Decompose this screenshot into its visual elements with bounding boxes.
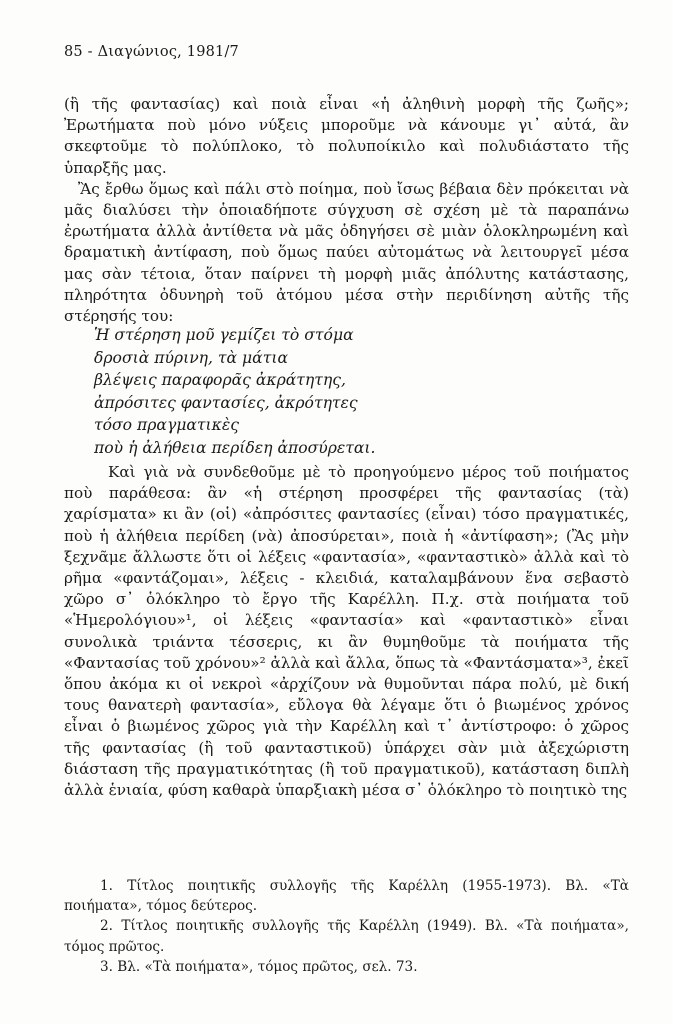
poem-line: ἀπρόσιτες φαντασίες, ἀκρότητες xyxy=(94,393,358,412)
poem-line: δροσιὰ πύρινη, τὰ μάτια xyxy=(94,348,288,367)
poem-quote xyxy=(94,324,594,460)
body-block-bottom xyxy=(64,462,629,801)
poem-line: βλέψεις παραφορᾶς ἀκράτητης, xyxy=(94,371,346,390)
paragraph-3: Καὶ γιὰ νὰ συνδεθοῦμε μὲ τὸ προηγούμενο μέρος τοῦ ποιήματος ποὺ παράθεσα: ἂν «ἡ στέρηση προσφέρει τῆς φαντασίας (τὰ) χαρίσματα» κι ἂν (οἱ) «ἀπρόσιτες φαντασίες (εἶναι) τόσο πραγματικές, ποὺ ἡ ἀλήθεια περίδεη (νὰ) ἀποσύρεται», ποιὰ ἡ «ἀντίφαση»; (Ἂς μὴν ξεχνᾶμε ἄλλωστε ὅτι οἱ λέξεις «φαντασία», «φανταστικὸ» ἀλλὰ καὶ τὸ ρῆμα «φαντάζομαι», λέξεις - κλειδιά, καταλαμβάνουν ἕνα σεβαστὸ χῶρο σ᾽ ὁλόκληρο τὸ ἔργο τῆς Καρέλλη. Π.χ. στὰ ποιήματα τοῦ «Ἡμερολόγιου»¹, οἱ λέξεις «φαντασία» καὶ «φανταστικὸ» εἶναι συνολικὰ τριάντα τέσσερις, κι ἂν θυμηθοῦμε τὰ ποιήματα τῆς «Φαντασίας τοῦ χρόνου»² ἀλλὰ καὶ ἄλλα, ὅπως τὰ «Φαντάσματα»³, ἐκεῖ ὅπου ἀκόμα κι οἱ νεκροὶ «ἀρχίζουν νὰ θυμοῦνται πάρα πολύ, μὲ δική τους θανατερὴ φαντασία», εὔλογα θὰ λέγαμε ὅτι ὁ βιωμένος χρόνος εἶναι ὁ βιωμένος χῶρος γιὰ τὴν Καρέλλη καὶ τ᾽ ἀντίστροφο: ὁ χῶρος τῆς φαντασίας (ἢ τοῦ φανταστικοῦ) ὑπάρχει σὰν μιὰ ἀξεχώριστη διάσταση τῆς πραγματικότητας (ἢ τοῦ πραγματικοῦ), κατάσταση διπλὴ ἀλλὰ ἑνιαία, φύση καθαρὰ ὑπαρξιακὴ μέσα σ᾽ ὁλόκληρο τὸ ποιητικὸ της xyxy=(64,463,629,800)
body-block-top xyxy=(64,94,629,327)
footnote-2: 2. Τίτλος ποιητικῆς συλλογῆς τῆς Καρέλλη (1949). Βλ. «Τὰ ποιήματα», τόμος πρῶτος. xyxy=(64,918,629,955)
poem-line: τόσο πραγματικὲς xyxy=(94,416,240,435)
running-head: 85 - Διαγώνιος, 1981/7 xyxy=(64,44,239,60)
paragraph-2: Ἂς ἔρθω ὅμως καὶ πάλι στὸ ποίημα, ποὺ ἴσως βέβαια δὲν πρόκειται νὰ μᾶς διαλύσει τὴν ὁποιαδήποτε σύγχυση σὲ σχέση μὲ τὰ παραπάνω ἐρωτήματα ἀλλὰ ἀντίθετα νὰ μᾶς ὁδηγήσει σὲ μιὰν ὁλοκληρωμένη καὶ δραματικὴ ἀντίφαση, ποὺ ὅμως παύει αὐτομάτως νὰ λειτουργεῖ μέσα μας σὰν τέτοια, ὅταν παίρνει τὴ μορφὴ μιᾶς ἀπόλυτης κατάστασης, πληρότητα ὀδυνηρὴ τοῦ ἀτόμου μέσα στὴν περιδίνηση αὐτῆς τῆς στέρησής του: xyxy=(64,179,629,326)
footnote-1: 1. Τίτλος ποιητικῆς συλλογῆς τῆς Καρέλλη (1955-1973). Βλ. «Τὰ ποιήματα», τόμος δεύτερος. xyxy=(64,878,629,915)
footnote-3: 3. Βλ. «Τὰ ποιήματα», τόμος πρῶτος, σελ. 73. xyxy=(100,958,418,975)
footnotes xyxy=(64,876,629,977)
poem-line: ποὺ ἡ ἀλήθεια περίδεη ἀποσύρεται. xyxy=(94,438,376,457)
paragraph-1: (ἢ τῆς φαντασίας) καὶ ποιὰ εἶναι «ἡ ἀληθινὴ μορφὴ τῆς ζωῆς»; Ἐρωτήματα ποὺ μόνο νύξεις μποροῦμε νὰ κάνουμε γι᾽ αὐτά, ἂν σκεφτοῦμε τὸ πολύπλοκο, τὸ πολυποίκιλο καὶ πολυδιάστατο τῆς ὑπαρξῆς μας. xyxy=(64,95,629,177)
poem-line: Ἡ στέρηση μοῦ γεμίζει τὸ στόμα xyxy=(94,326,354,344)
